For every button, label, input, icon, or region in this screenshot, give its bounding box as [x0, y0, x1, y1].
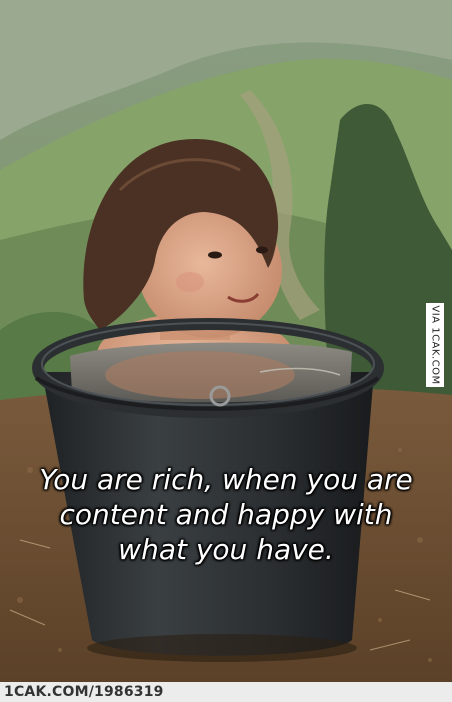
bucket-bottom-shadow	[87, 634, 357, 662]
caption-line-2: content and happy with	[59, 498, 393, 531]
child-cheek	[176, 272, 204, 292]
child-right-eye	[256, 247, 268, 254]
side-watermark	[426, 303, 444, 387]
child-left-eye	[208, 252, 222, 259]
caption-line-1: You are rich, when you are	[39, 463, 413, 496]
caption-line-3: what you have.	[118, 533, 334, 566]
side-watermark-text: VIA 1CAK.COM	[429, 305, 441, 385]
caption	[0, 462, 452, 567]
child-chest-in-water	[105, 351, 295, 399]
footer-bar	[0, 682, 452, 702]
footer-watermark: 1CAK.COM/1986319	[4, 684, 164, 700]
